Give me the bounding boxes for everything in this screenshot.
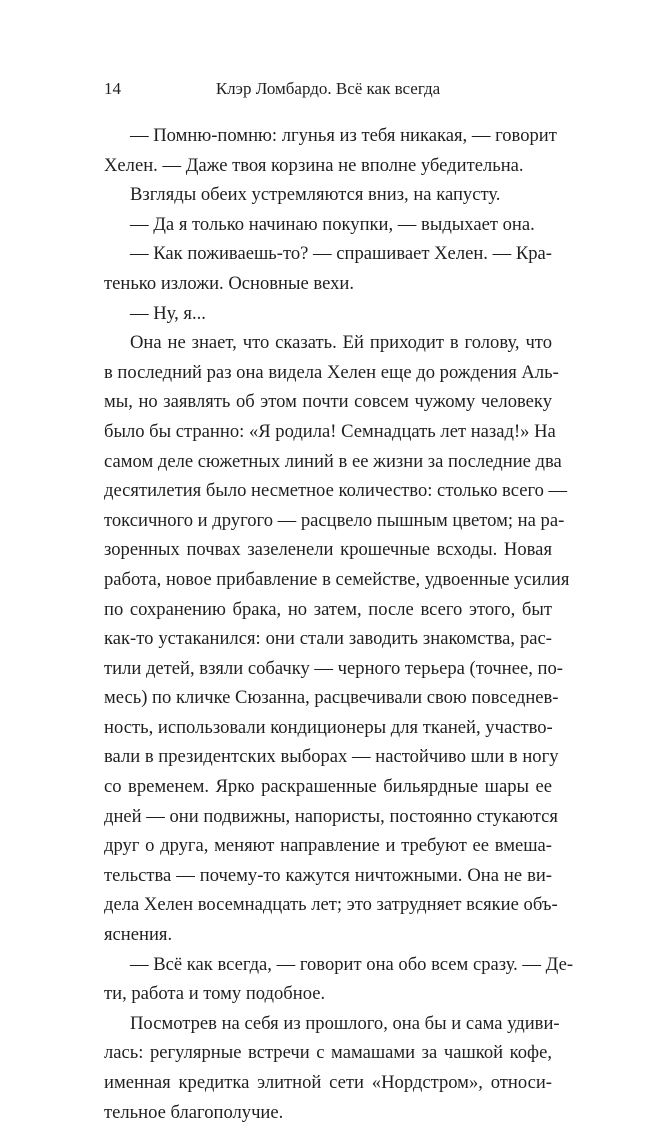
running-header [104, 76, 552, 102]
text-line: работа, новое прибавление в семействе, удвоенные усилия [104, 568, 570, 590]
text-line: как-то устаканился: они стали заводить знакомства, рас- [104, 628, 552, 650]
text-line: Хелен. — Даже твоя корзина не вполне убедительна. [104, 154, 524, 176]
text-line: Взгляды обеих устремляются вниз, на капусту. [130, 184, 501, 206]
text-line: было бы странно: «Я родила! Семнадцать лет назад!» На [104, 420, 556, 442]
text-line: тельное благополучие. [104, 1101, 284, 1123]
text-line: десятилетия было несметное количество: столько всего — [104, 480, 568, 502]
text-line: тельства — почему-то кажутся ничтожными. Она не ви- [104, 864, 552, 886]
text-line: яснения. [104, 924, 173, 946]
text-line: токсичного и другого — расцвело пышным цветом; на ра- [104, 509, 565, 531]
text-line: друг о друга, меняют направление и требуют ее вмеша- [104, 835, 552, 857]
text-line: именная кредитка элитной сети «Нордстром», относи- [104, 1072, 552, 1093]
text-line: Посмотрев на себя из прошлого, она бы и сама удиви- [130, 1012, 560, 1034]
text-line: ность, использовали кондиционеры для тканей, участво- [104, 716, 553, 738]
page-number: 14 [104, 79, 121, 98]
text-line: самом деле сюжетных линий в ее жизни за последние два [104, 450, 562, 472]
text-line: дела Хелен восемнадцать лет; это затрудняет всякие объ- [104, 894, 558, 916]
running-title: Клэр Ломбардо. Всё как всегда [215, 79, 441, 98]
text-line: зоренных почвах зазеленели крошечные всходы. Новая [104, 539, 552, 561]
text-line: по сохранению брака, но затем, после всего этого, быт [104, 598, 552, 620]
text-line: в последний раз она видела Хелен еще до рождения Аль- [104, 361, 559, 383]
text-line: — Помню-помню: лгунья из тебя никакая, — говорит [130, 125, 557, 146]
text-line: лась: регулярные встречи с мамашами за чашкой кофе, [104, 1042, 552, 1064]
text-line: ти, работа и тому подобное. [104, 983, 326, 1005]
text-line: — Как поживаешь-то? — спрашивает Хелен. — Кра- [130, 243, 552, 265]
text-line: тенько изложи. Основные вехи. [104, 272, 354, 294]
text-line: — Да я только начинаю покупки, — выдыхает она. [130, 213, 535, 235]
body-text [104, 121, 574, 1127]
text-line: дней — они подвижны, напористы, постоянно стукаются [104, 805, 558, 827]
text-line: мы, но заявлять об этом почти совсем чужому человеку [104, 391, 552, 413]
text-line: со временем. Ярко раскрашенные бильярдные шары ее [104, 776, 552, 798]
text-line: — Ну, я... [130, 302, 206, 324]
text-line: — Всё как всегда, — говорит она обо всем сразу. — Де- [130, 953, 574, 975]
text-line: Она не знает, что сказать. Ей приходит в голову, что [130, 332, 552, 354]
text-line: месь) по кличке Сюзанна, расцвечивали свою повседнев- [104, 687, 559, 709]
text-line: вали в президентских выборах — настойчиво шли в ногу [104, 746, 559, 768]
text-line: тили детей, взяли собачку — черного терьера (точнее, по- [104, 657, 563, 679]
